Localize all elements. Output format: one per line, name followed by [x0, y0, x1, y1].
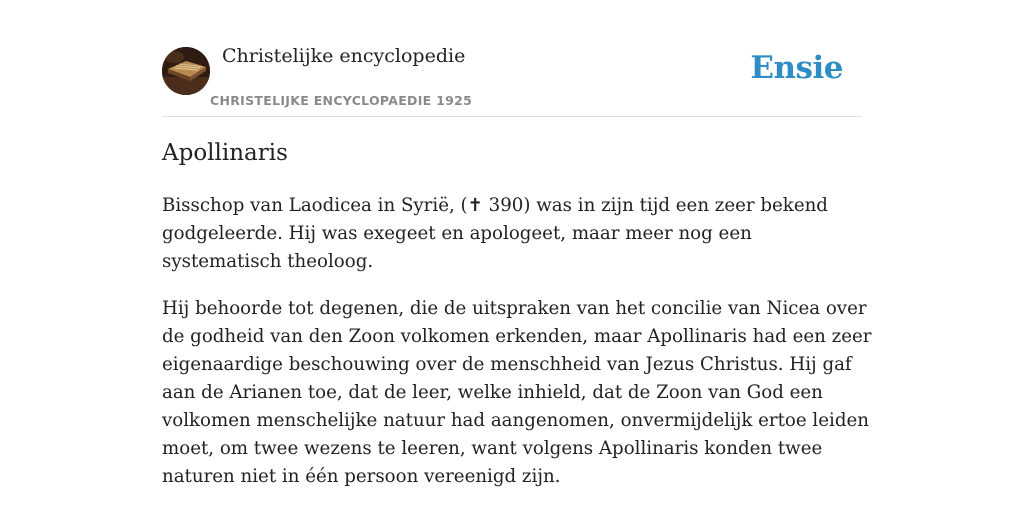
page	[162, 0, 872, 512]
header	[162, 0, 862, 117]
old-book-icon[interactable]	[162, 47, 210, 95]
article-paragraph-2: Hij behoorde tot degenen, die de uitspraken van het concilie van Nicea over de godheid van den Zoon volkomen erkenden, maar Apollinaris had een zeer eigenaardige beschouwing over de menschheid van Jezus Christus. Hij gaf aan de Arianen toe, dat de leer, welke inhield, dat de Zoon van God een volkomen menschelijke natuur had aangenomen, onvermijdelijk ertoe leiden moet, om twee wezens te leeren, want volgens Apollinaris konden twee naturen niet in één persoon vereenigd zijn.	[162, 298, 872, 487]
article-paragraph-1: Bisschop van Laodicea in Syrië, (✝ 390) was in zijn tijd een zeer bekend godgeleerde. Hij was exegeet en apologeet, maar meer nog een systematisch theoloog.	[162, 195, 828, 272]
site-title[interactable]: Christelijke encyclopedie	[222, 45, 466, 67]
brand-logo-link[interactable]: Ensie	[750, 50, 843, 86]
source-subtitle[interactable]: CHRISTELIJKE ENCYCLOPAEDIE 1925	[210, 93, 473, 108]
article-title: Apollinaris	[162, 140, 288, 166]
